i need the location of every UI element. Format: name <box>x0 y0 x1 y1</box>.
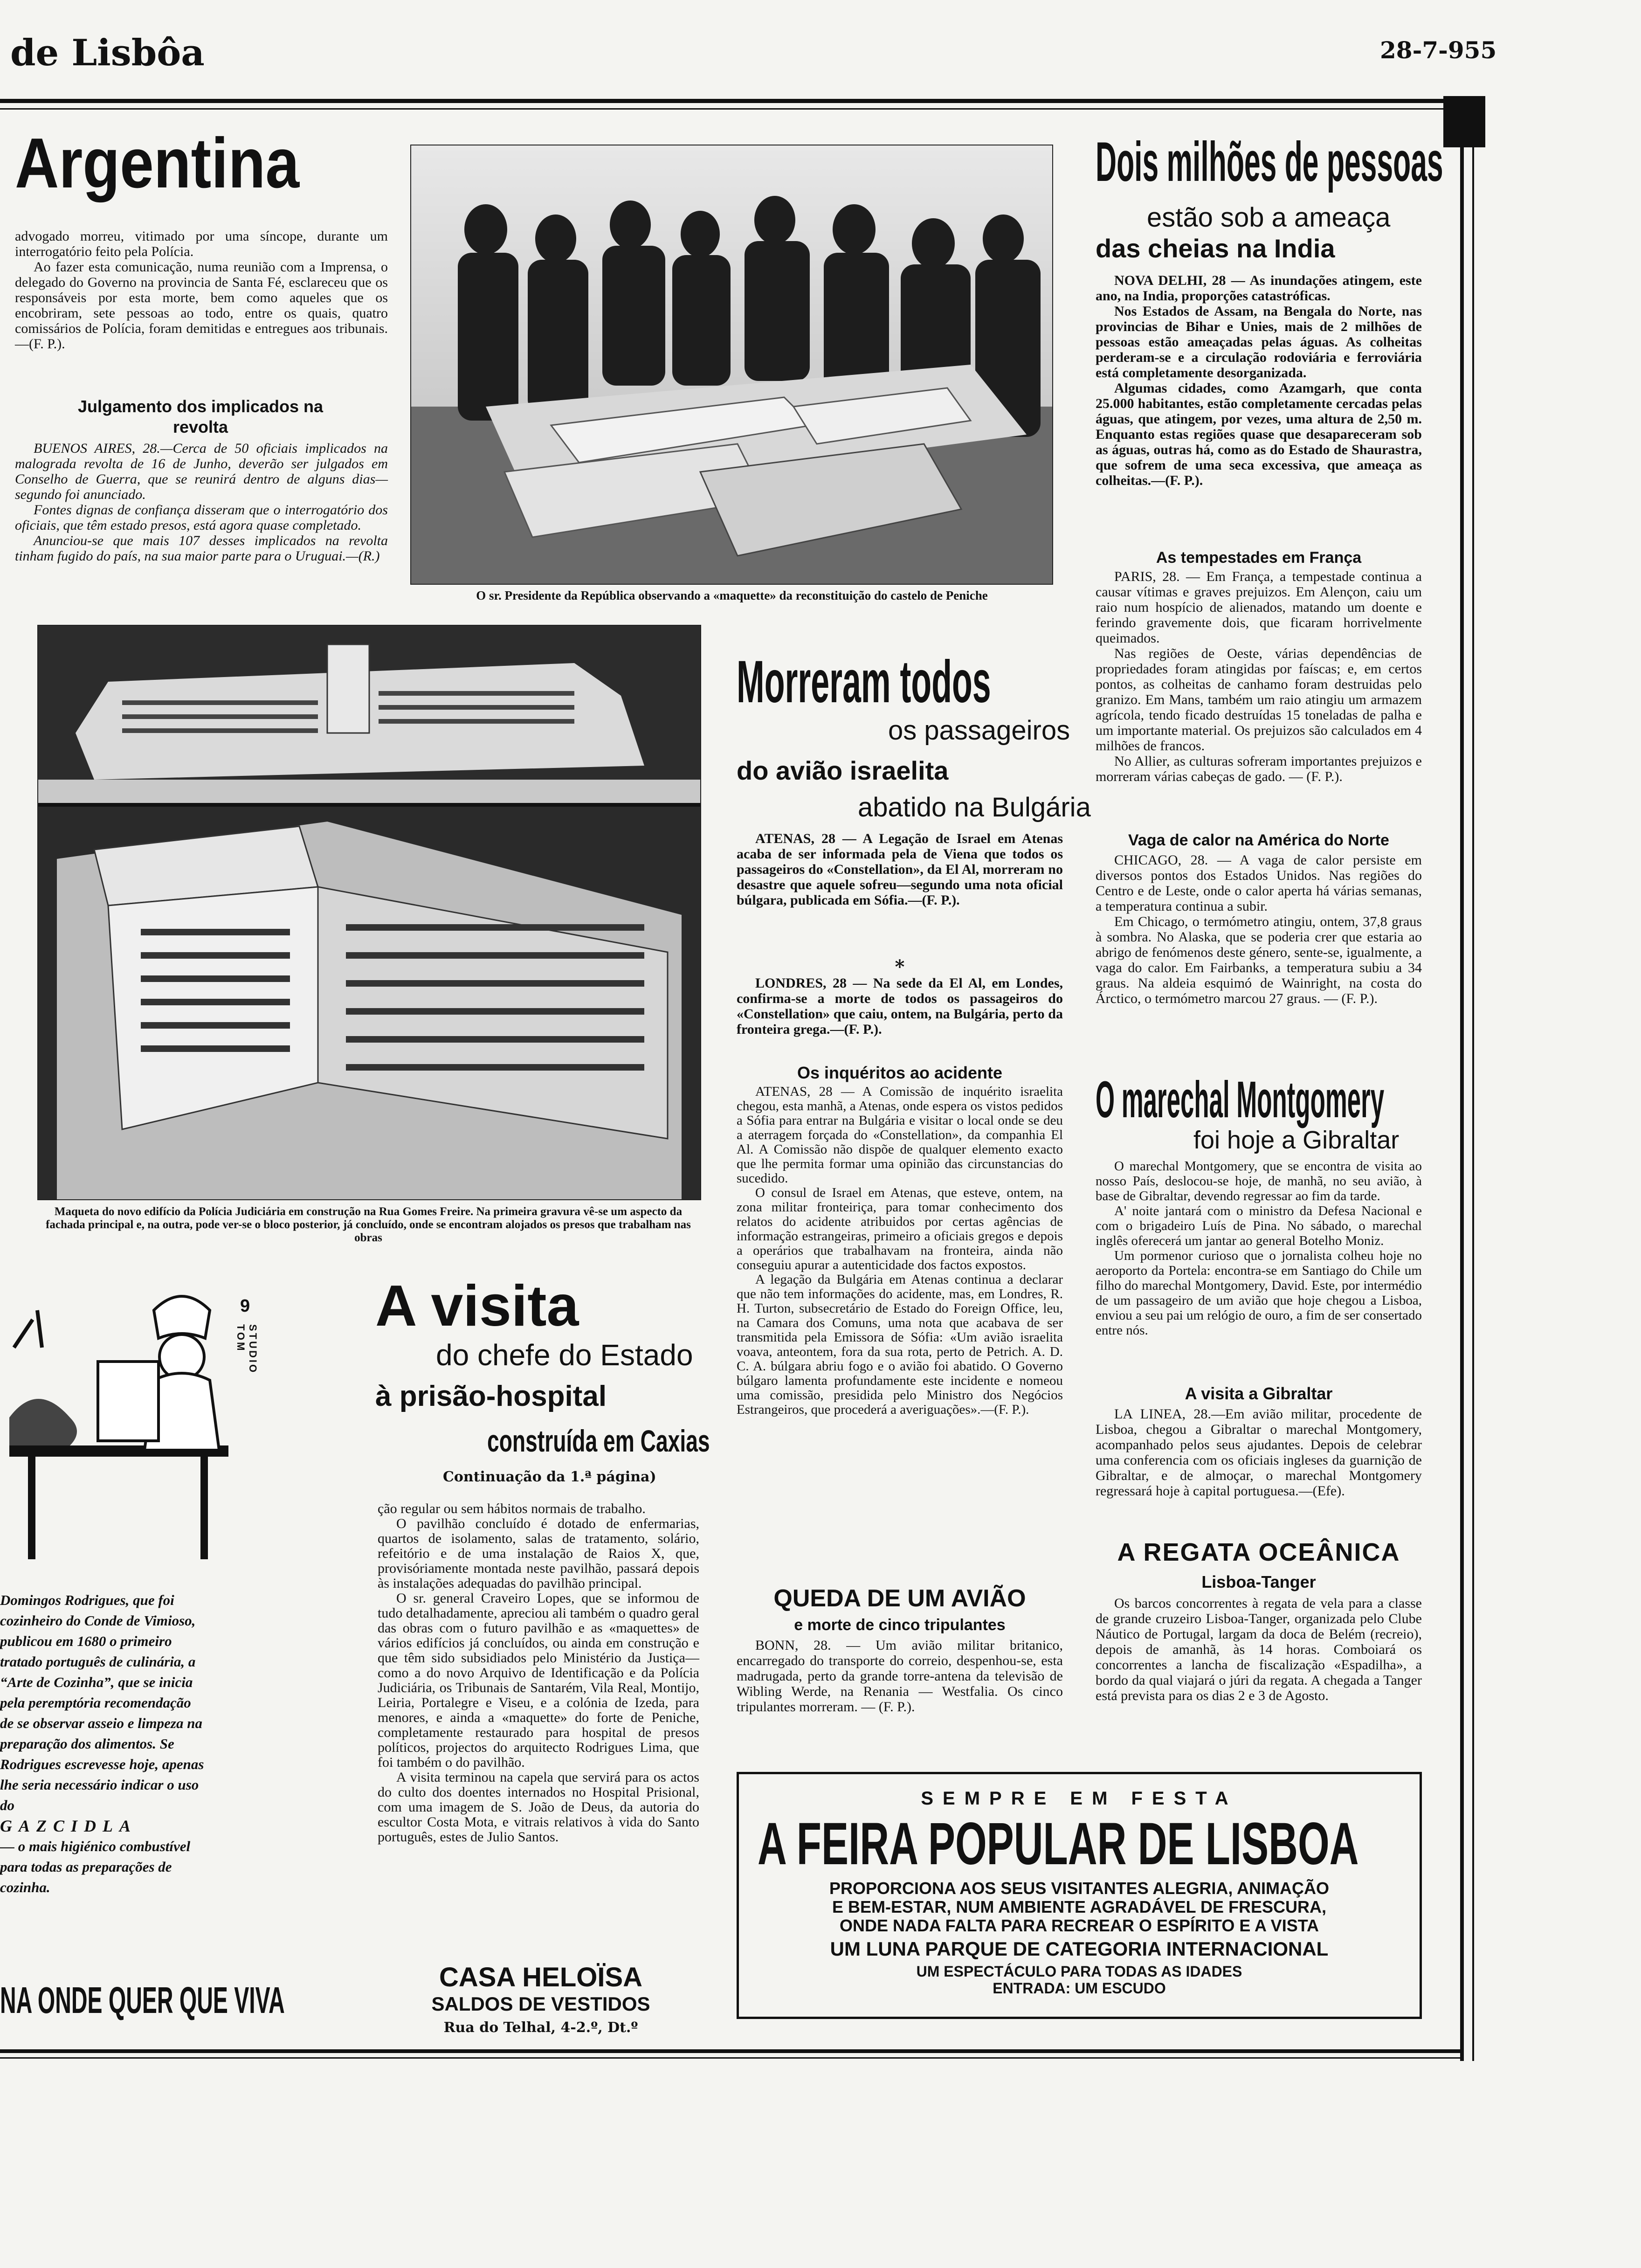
paragraph: ção regular ou sem hábitos normais de trabalho. <box>378 1501 646 1516</box>
montgomery-body2 <box>1096 1406 1422 1499</box>
visita-headline-4: construída em Caxias <box>487 1424 710 1458</box>
montgomery-headline-1: O marechal Montgomery <box>1096 1071 1385 1128</box>
queda-subhead: e morte de cinco tripulantes <box>794 1616 1006 1634</box>
paragraph: Os barcos concorrentes à regata de vela para a classe de grande cruzeiro Lisboa-Tanger, organizada pelo Clube Náutico de Portugal, largam da doca de Belém (recreio), depois de amanhã, às 14 horas. Comboiará os concorrentes a lancha de fiscalização «Espadilha», a bordo da qual viajará o júri da regata. A chegada a Tanger está prevista para os dias 2 e 3 de Agosto. <box>1096 1596 1422 1703</box>
gazcidla-slogan: NA ONDE QUER QUE VIVA <box>0 1979 285 2021</box>
feira-line1: PROPORCIONA AOS SEUS VISITANTES ALEGRIA, ANIMAÇÃO <box>829 1879 1330 1898</box>
feira-line6: ENTRADA: UM ESCUDO <box>993 1980 1166 1997</box>
feira-line5: UM ESPECTÁCULO PARA TODAS AS IDADES <box>916 1963 1242 1980</box>
heloisa-name: CASA HELOÏSA <box>439 1962 643 1992</box>
paragraph: O sr. general Craveiro Lopes, que se informou de tudo detalhadamente, apreciou ali também o quadro geral das obras com o futuro pavilhão e as «maquettes» de vários edifícios já concluídos, ou ainda em construção e que têm sido subsidiados pelo Ministério da Justiça—como a do novo Arquivo de Identificação e da Polícia Judiciária, os Tribunais de Santarém, Vila Real, Montijo, Leiria, Portalegre e Viseu, e a colónia de Izeda, para menores, e ainda a «maquette» do forte de Peniche, completamente restaurado para hospital de presos políticos, projectos do arquitecto Rodrigues Lima, que foi também o do pavilhão. <box>378 1590 699 1770</box>
aviao-body3 <box>737 1085 1063 1417</box>
photo-illustration <box>38 626 700 1199</box>
masthead-title: de Lisbôa <box>10 32 205 74</box>
argentina-body <box>15 228 388 352</box>
paragraph: CHICAGO, 28. — A vaga de calor persiste em diversos pontos dos Estados Unidos. Nas regiões do Centro e de Leste, onde o calor aperta há várias semanas, a temperatura continua a subir. <box>1096 852 1422 914</box>
paragraph: O pavilhão concluído é dotado de enfermarias, quartos de isolamento, salas de tratamento, solário, refeitório e de uma instalação de Raios X, que, provisóriamente montada neste pavilhão, passará depois às instalações adequadas do pavilhão principal. <box>378 1516 699 1591</box>
aviao-headline-1: Morreram todos <box>737 649 991 715</box>
franca-body <box>1096 569 1422 784</box>
aviao-body <box>737 831 1063 908</box>
photo1-caption: O sr. Presidente da República observando a «maquette» da reconstituição do castelo de Peniche <box>476 588 988 602</box>
queda-headline: QUEDA DE UM AVIÃO <box>773 1585 1026 1612</box>
montgomery-subhead: A visita a Gibraltar <box>1185 1384 1333 1403</box>
paragraph: Nas regiões de Oeste, várias dependências de propriedades foram atingidas por faíscas; e, em certos pontos, as colheitas de canhamo foram destruidas pelo granizo. Em Mans, também um raio atingiu um armazem agrícola, tendo ficado destruídas 15 toneladas de palha e um importante material. Os prejuizos são calculados em 4 milhões de francos. <box>1096 646 1422 754</box>
paragraph: No Allier, as culturas sofreram importantes prejuizos e morreram várias cabeças de gado. — (F. P.). <box>1096 754 1422 784</box>
paragraph: Um pormenor curioso que o jornalista colheu hoje no aeroporto da Portela: encontra-se em Santiago do Chile um filho do marechal Montgomery, David. Este, por intermédio de um passageiro de um avião que hoje chegou a Lisboa, enviou a seu pai um relógio de ouro, a fim de ser consertado entre nós. <box>1096 1248 1422 1338</box>
feira-line2: E BEM-ESTAR, NUM AMBIENTE AGRADÁVEL DE FRESCURA, <box>832 1897 1327 1916</box>
montgomery-body <box>1096 1159 1422 1338</box>
paragraph: LONDRES, 28 — Na sede da El Al, em Londes, confirma-se a morte de todos os passageiros do «Constellation» que caiu, ontem, na Bulgária, perto da fronteira grega.—(F. P.). <box>737 975 1063 1037</box>
paragraph: ATENAS, 28 — A Legação de Israel em Atenas acaba de ser informada pela de Viena que todos os passageiros do «Constellation», da El Al, morreram no desastre que aquele sofreu—segundo uma nota oficial búlgara, publicada em Sófia.—(F. P.). <box>737 831 1063 908</box>
gazcidla-text <box>0 1590 205 1898</box>
paragraph: advogado morreu, vitimado por uma síncope, durante um interrogatório feito pela Polícia. <box>15 228 388 259</box>
paragraph: A' noite jantará com o ministro da Defesa Nacional e com o brigadeiro Luís de Pina. No sábado, o marechal inglês oferecerá um jantar ao general Botelho Moniz. <box>1096 1203 1422 1248</box>
visita-continuation: Continuação da 1.ª página) <box>443 1469 656 1485</box>
photo-maquette-policia <box>37 625 701 1200</box>
masthead-rule <box>0 99 1445 103</box>
india-headline-2: estão sob a ameaça <box>1147 202 1391 233</box>
argentina-headline: Argentina <box>15 124 300 203</box>
visita-headline-1: A visita <box>375 1274 579 1338</box>
montgomery-headline-2: foi hoje a Gibraltar <box>1193 1126 1400 1154</box>
feira-ad <box>737 1772 1422 2019</box>
photo2-caption: Maqueta do novo edifício da Polícia Judiciária em construção na Rua Gomes Freire. Na primeira gravura vê-se um aspecto da fachada principal e, na outra, pode ver-se o bloco posterior, já concluído, onde se encontram alojados os presos que trabalham nas obras <box>46 1205 691 1244</box>
aviao-headline-2: os passageiros <box>888 715 1070 746</box>
regata-headline: A REGATA OCEÂNICA <box>1117 1538 1400 1566</box>
paragraph: A legação da Bulgária em Atenas continua a declarar que não tem informações do acidente, mas, em Londres, R. H. Turton, subsecretário de Estado do Foreign Office, leu, na Camara dos Comuns, uma nota que acabava de ser transmitida pela Emissora de Sófia: «Um avião israelita voava, anteontem, fora da sua rota, perto de Petrich. A. D. C. A. búlgara abriu fogo e o avião foi abatido. O Governo búlgaro lamenta profundamente este incidente e nomeou uma comissão, presidida pelo Ministro dos Negócios Estrangeiros, que procederá a averiguações».—(F. P.). <box>737 1272 1063 1417</box>
argentina-subhead: Julgamento dos implicados na revolta <box>77 397 324 436</box>
right-margin-rule <box>1460 140 1464 2061</box>
paragraph: Fontes dignas de confiança disseram que o interrogatório dos oficiais, que têm estado presos, está agora quase completado. <box>15 502 388 533</box>
calor-body <box>1096 852 1422 1006</box>
gazcidla-ad <box>0 1268 326 2038</box>
ad-number: 9 <box>240 1296 250 1316</box>
feira-title: A FEIRA POPULAR DE LISBOA <box>758 1811 1359 1877</box>
paragraph: O marechal Montgomery, que se encontra de visita ao nosso País, deslocou-se hoje, de manhã, no seu avião, à base de Gibraltar, devendo regressar ao fim da tarde. <box>1096 1159 1422 1203</box>
heloisa-line: SALDOS DE VESTIDOS <box>431 1993 650 2015</box>
paragraph: BONN, 28. — Um avião militar britanico, encarregado do transporte do correio, despenhou-se, esta madrugada, perto da grande torre-antena da televisão de Wibling Werde, na Renania — Westfalia. Os cinco tripulantes morreram. — (F. P.). <box>737 1638 1063 1715</box>
bottom-rule <box>0 2049 1464 2053</box>
paragraph: PARIS, 28. — Em França, a tempestade continua a causar vítimas e graves prejuizos. Em Alençon, caiu um raio num hospício de alienados, matando um doente e ferindo gravemente dois, que ficaram horrivelmente queimados. <box>1096 569 1422 646</box>
registration-mark <box>1443 96 1485 147</box>
aviao-body2 <box>737 975 1063 1037</box>
feira-top: SEMPRE EM FESTA <box>921 1788 1238 1809</box>
feira-line3: ONDE NADA FALTA PARA RECREAR O ESPÍRITO E A VISTA <box>839 1916 1319 1935</box>
photo-president-maquette <box>410 145 1053 585</box>
paragraph: ATENAS, 28 — A Comissão de inquérito israelita chegou, esta manhã, a Atenas, onde espera os vistos pedidos a Sófia para entrar na Bulgária e visitar o local onde se deu a aterragem forçada do «Constellation», da companhia El Al. A Comissão não dispõe de qualquer elemento exacto que lhe permita formar uma opinião das circunstancias do sucedido. <box>737 1084 1063 1186</box>
masthead-date: 28-7-955 <box>1380 36 1497 64</box>
queda-body <box>737 1638 1063 1715</box>
calor-subhead: Vaga de calor na América do Norte <box>1128 831 1389 849</box>
franca-subhead: As tempestades em França <box>1156 549 1362 567</box>
paragraph: Ao fazer esta comunicação, numa reunião com a Imprensa, o delegado do Governo na provincia de Santa Fé, esclareceu que os responsáveis por esta morte, bem como aqueles que os encobriram, sete pessoas ao todo, entre os quais, quatro comissários de Polícia, foram demitidas e entregues aos tribunais.—(F. P.). <box>15 259 388 352</box>
aviao-star: * <box>895 956 905 978</box>
feira-title-wrap <box>739 1809 1420 1877</box>
paragraph: NOVA DELHI, 28 — As inundações atingem, este ano, na India, proporções catastróficas. <box>1096 273 1422 304</box>
photo-illustration <box>411 145 1052 584</box>
paragraph: BUENOS AIRES, 28.—Cerca de 50 oficiais implicados na malograda revolta de 16 de Junho, deverão ser julgados em Conselho de Guerra, que se reunirá dentro de alguns dias—segundo foi anunciado. <box>15 441 388 502</box>
chef-illustration <box>0 1278 242 1567</box>
india-headline-3: das cheias na India <box>1096 234 1335 263</box>
paragraph: Anunciou-se que mais 107 desses implicados na revolta tinham fugido do país, na sua maior parte para o Uruguai.—(R.) <box>15 533 388 564</box>
argentina-body2 <box>15 441 388 564</box>
ad-copy-2: — o mais higiénico combustível para todas as preparações de cozinha. <box>0 1838 191 1895</box>
heloisa-address: Rua do Telhal, 4-2.º, Dt.º <box>443 2019 638 2036</box>
masthead-rule-thin <box>0 108 1445 110</box>
visita-body <box>378 1501 699 1845</box>
bottom-rule-thin <box>0 2057 1464 2059</box>
regata-subhead: Lisboa-Tanger <box>1201 1572 1316 1591</box>
paragraph: Nos Estados de Assam, na Bengala do Norte, nas provincias de Bihar e Unies, mais de 2 milhões de pessoas estão ameaçadas pelas águas. As colheitas perderam-se e a circulação rodoviária e ferroviária está completamente desorganizada. <box>1096 304 1422 380</box>
aviao-headline-4: abatido na Bulgária <box>858 792 1091 823</box>
paragraph: A visita terminou na capela que servirá para os actos do culto dos doentes internados no Hospital Prisional, com uma imagem de S. João de Deus, da autoria do escultor Costa Mota, e vitrais relativos à vida do Santo português, estes de Julio Santos. <box>378 1770 699 1845</box>
visita-headline-2: do chefe do Estado <box>436 1338 693 1372</box>
heloisa-ad <box>382 1963 699 2040</box>
visita-headline-3: à prisão-hospital <box>375 1380 607 1412</box>
aviao-headline-3: do avião israelita <box>737 756 949 785</box>
right-margin-rule-2 <box>1472 140 1474 2061</box>
regata-body <box>1096 1596 1422 1703</box>
studio-credit: STUDIO TOM <box>235 1324 259 1375</box>
ad-copy: Domingos Rodrigues, que foi cozinheiro do Conde de Vimioso, publicou em 1680 o primeiro tratado português de culinária, a “Arte de Cozinha”, que se inicia pela peremptória recomendação de se observar asseio e limpeza na preparação dos alimentos. Se Rodrigues escrevesse hoje, apenas lhe seria necessário indicar o uso do <box>0 1592 204 1813</box>
paragraph: Em Chicago, o termómetro atingiu, ontem, 37,8 graus à sombra. No Alaska, que se poderia crer que estaria ao abrigo de fenómenos deste género, sente-se, igualmente, a vaga do calor. Em Fairbanks, a temperatura subiu a 34 graus. Na aldeia esquimó de Wainright, na costa do Árctico, o termómetro marcou 27 graus. — (F. P.). <box>1096 914 1422 1006</box>
aviao-subhead: Os inquéritos ao acidente <box>797 1063 1003 1082</box>
feira-line4: UM LUNA PARQUE DE CATEGORIA INTERNACIONAL <box>830 1938 1329 1960</box>
paragraph: LA LINEA, 28.—Em avião militar, procedente de Lisboa, chegou a Gibraltar o marechal Montgomery, acompanhado pelos seus ajudantes. Depois de celebrar uma conferencia com os oficiais ingleses da guarnição de Gibraltar, e de almoçar, o marechal Montgomery regressará hoje à capital portuguesa.—(Efe). <box>1096 1406 1422 1499</box>
paragraph: Algumas cidades, como Azamgarh, que conta 25.000 habitantes, estão completamente cercadas pelas águas, que atingem, por vezes, uma altura de 2,50 m. Enquanto estas regiões quase que desapareceram sob as águas, outras há, como as do Estado de Shaurastra, que sofrem de uma seca excessiva, que ameaça as colheitas.—(F. P.). <box>1096 380 1422 488</box>
paragraph: O consul de Israel em Atenas, que esteve, ontem, na zona militar fronteiriça, para tomar conhecimento dos relatos do acidente atribuidos por certas agências de informação estrangeiras, primeiro a oficiais gregos e depois a operários que trabalhavam na fronteira, ainda não conseguiu apurar a autenticidade dos factos expostos. <box>737 1185 1063 1272</box>
india-headline-1: Dois milhões de pessoas <box>1096 131 1443 193</box>
gazcidla-brand: GAZCIDLA <box>0 1817 138 1835</box>
india-body <box>1096 273 1422 488</box>
